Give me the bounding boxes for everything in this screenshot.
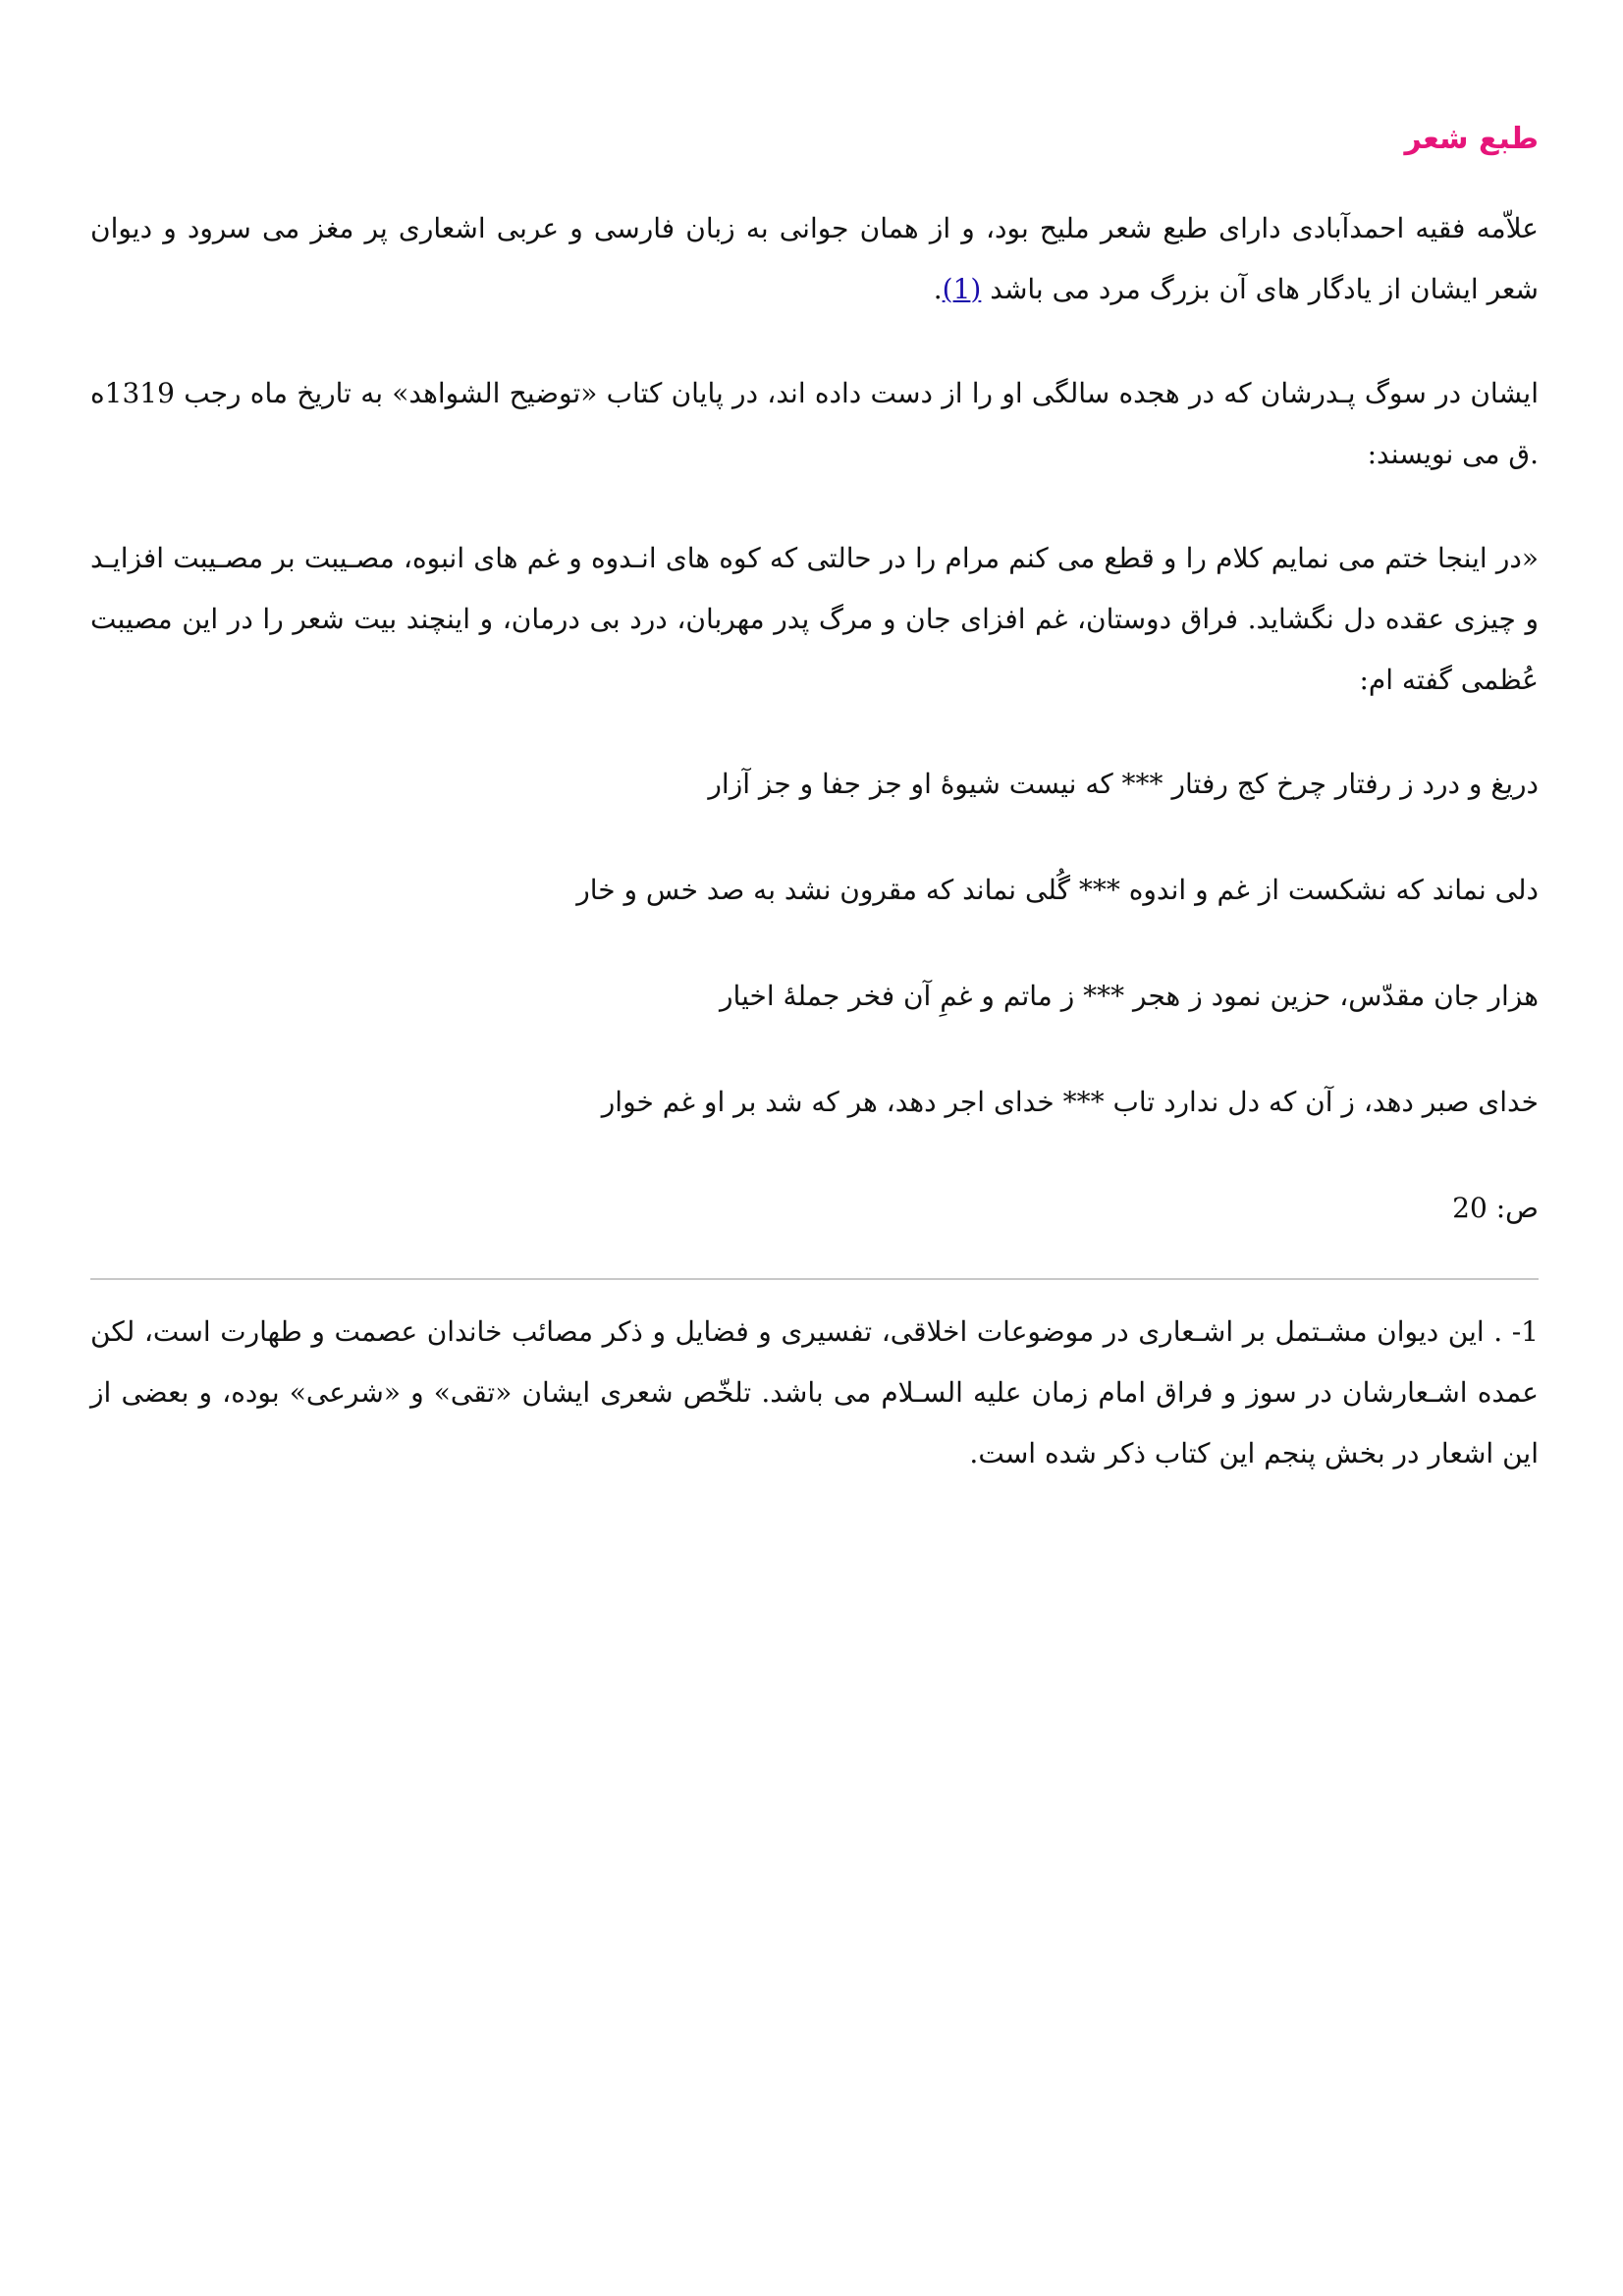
footnote-link[interactable]: (1) — [942, 273, 982, 305]
verse-line-4: خدای صبر دهد، ز آن که دل ندارد تاب *** خدای اجر دهد، هر که شد بر او غم خوار — [601, 1086, 1539, 1118]
intro-paragraph-end: . — [933, 273, 943, 305]
verse-line-1: دریغ و درد ز رفتار چرخ کج رفتار *** که نیست شیوهٔ او جز جفا و جز آزار — [708, 768, 1539, 800]
footnote-text: 1- . این دیوان مشـتمل بر اشـعاری در موضوعات اخلاقی، تفسیری و فضایل و ذکر مصائب خاندان عصمت و طهارت است، لکن عمده اشـعارشان در سوز و فراق امام زمان علیه السـلام می باشد. تلخّص شعری ایشان «تقی» و «شرعی» بوده، و بعضی از این اشعار در بخش پنجم این کتاب ذکر شده است. — [90, 1315, 1539, 1469]
intro-paragraph-text: علاّمه فقیه احمدآبادی دارای طبع شعر ملیح بود، و از همان جوانی به زبان فارسی و عربی اشعاری پر مغز می سرود و دیوان شعر ایشان از یادگار های آن بزرگ مرد می باشد — [90, 212, 1539, 305]
footnote-divider — [90, 1278, 1539, 1280]
intro-paragraph — [90, 198, 1539, 320]
document-page — [90, 108, 1539, 1484]
footnote-section — [90, 1302, 1539, 1484]
verse-line-2: دلی نماند که نشکست از غم و اندوه *** گُلی نماند که مقرون نشد به صد خس و خار — [576, 874, 1539, 906]
quote-paragraph: «در اینجا ختم می نمایم کلام را و قطع می کنم مرام را در حالتی که کوه های انـدوه و غم های انبوه، مصـیبت بر مصـیبت افزایـد و چیزی عقده دل نگشاید. فراق دوستان، غم افزای جان و مرگ پدر مهربان، درد بی درمان، و اینچند بیت شعر را در این مصیبت عُظمی گفته ام: — [90, 542, 1539, 696]
verse-line-3: هزار جان مقدّس، حزین نمود ز هجر *** ز ماتم و غمِ آن فخر جملهٔ اخیار — [720, 980, 1539, 1012]
page-number: ص: 20 — [1452, 1192, 1539, 1224]
mourning-paragraph: ایشان در سوگ پـدرشان که در هجده سالگی او را از دست داده اند، در پایان کتاب «توضیح الشواهد» به تاریخ ماه رجب 1319ه .ق می نویسند: — [90, 377, 1539, 470]
section-heading: طبع شعر — [1404, 122, 1539, 156]
